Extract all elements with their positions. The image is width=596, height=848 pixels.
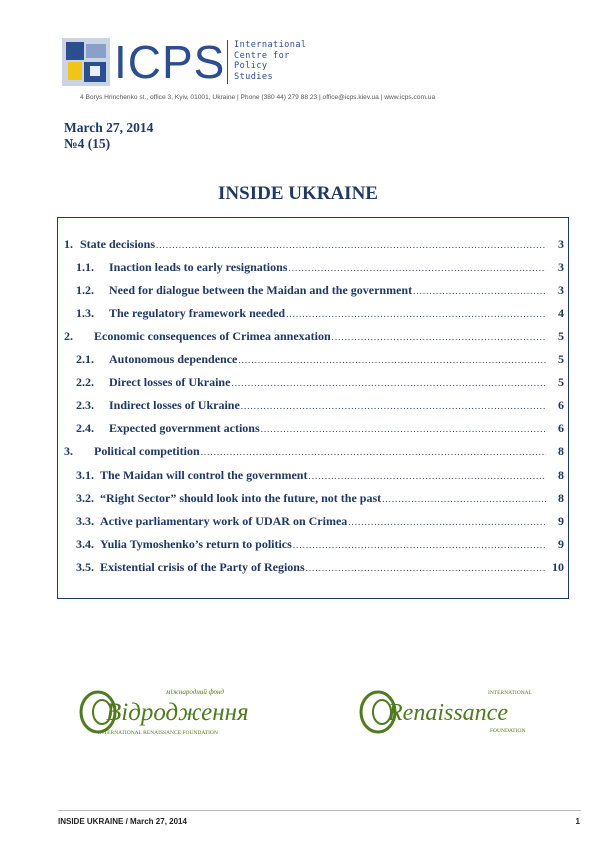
toc-entry-number: 2.3.: [76, 398, 94, 413]
toc-entry[interactable]: [58, 260, 568, 276]
toc-dot-leader: [156, 240, 546, 250]
toc-entry-title: Existential crisis of the Party of Regions: [100, 559, 305, 574]
toc-entry-number: 2.4.: [76, 421, 94, 436]
toc-entry-page: 3: [558, 260, 564, 275]
left-logo-bottom: INTERNATIONAL RENAISSANCE FOUNDATION: [98, 730, 218, 736]
toc-entry-page: 9: [558, 513, 564, 528]
toc-dot-leader: [332, 332, 546, 342]
toc-entry-title: Political competition: [94, 444, 200, 459]
letterhead: [62, 38, 552, 88]
icps-logo-mark: [62, 38, 110, 86]
toc-entry-number: 3.2.: [76, 490, 94, 505]
toc-entry-page: 8: [558, 467, 564, 482]
toc-entry-page: 8: [558, 444, 564, 459]
table-of-contents: [57, 217, 569, 599]
toc-entry-title: Inaction leads to early resignations: [109, 260, 288, 275]
toc-entry[interactable]: [58, 237, 568, 253]
toc-entry-title: State decisions: [80, 237, 155, 251]
toc-entry-page: 8: [558, 490, 564, 505]
issue-meta: [64, 120, 153, 152]
toc-entry[interactable]: [58, 283, 568, 299]
toc-entry-title: Economic consequences of Crimea annexation: [94, 329, 331, 344]
toc-dot-leader: [308, 471, 546, 481]
toc-entry-number: 1.1.: [76, 260, 94, 275]
toc-dot-leader: [306, 563, 546, 573]
toc-entry-number: 1.2.: [76, 283, 94, 298]
toc-entry-title: The Maidan will control the government: [100, 467, 308, 482]
toc-dot-leader: [288, 263, 546, 273]
toc-dot-leader: [238, 355, 546, 365]
issue-number: №4 (15): [64, 136, 111, 151]
toc-entry-title: Expected government actions: [109, 421, 260, 436]
toc-entry-number: 2.: [64, 329, 73, 344]
toc-entry[interactable]: [58, 398, 568, 414]
toc-dot-leader: [201, 447, 546, 457]
logo-divider: [227, 40, 228, 84]
toc-dot-leader: [413, 286, 546, 296]
issue-date: March 27, 2014: [64, 120, 154, 135]
toc-entry-number: 3.5.: [76, 559, 94, 574]
icps-logo-text: ICPS: [114, 36, 226, 88]
toc-entry[interactable]: [58, 537, 568, 553]
contact-address: 4 Borys Hrinchenko st., office 3, Kyiv, 01001, Ukraine | Phone (380 44) 279 88 23 | office@icps.kiev.ua | www.icps.com.ua: [80, 94, 436, 101]
sponsor-logos: [78, 682, 548, 742]
toc-entry-title: “Right Sector” should look into the future, not the past: [100, 490, 382, 505]
toc-entry-title: Indirect losses of Ukraine: [109, 398, 240, 413]
toc-entry-page: 3: [558, 237, 564, 251]
toc-entry[interactable]: [58, 468, 568, 484]
org-name: [234, 40, 306, 82]
right-logo-script: Renaissance: [388, 700, 508, 726]
org-name-line: Policy: [234, 61, 268, 71]
left-logo-top: міжнародний фонд: [166, 688, 224, 696]
toc-entry-number: 3.4.: [76, 536, 94, 551]
toc-entry[interactable]: [58, 375, 568, 391]
toc-entry-page: 6: [558, 421, 564, 436]
toc-entry-title: Yulia Tymoshenko’s return to politics: [100, 536, 292, 551]
left-logo-script: Відродження: [106, 699, 249, 726]
toc-entry-number: 3.1.: [76, 467, 94, 482]
toc-entry-title: Direct losses of Ukraine: [109, 375, 231, 390]
page-number: 1: [575, 817, 580, 826]
toc-entry-page: 4: [558, 306, 564, 321]
toc-entry-number: 3.: [64, 444, 73, 459]
toc-entry[interactable]: [58, 560, 568, 576]
right-logo-bottom: FOUNDATION: [490, 728, 526, 734]
page-title: INSIDE UKRAINE: [218, 183, 378, 204]
toc-entry-page: 9: [558, 536, 564, 551]
toc-entry-page: 6: [558, 398, 564, 413]
toc-dot-leader: [293, 540, 546, 550]
toc-dot-leader: [348, 517, 546, 527]
toc-entry-title: Need for dialogue between the Maidan and the government: [109, 283, 413, 298]
footer-divider: [58, 810, 581, 811]
toc-entry-title: The regulatory framework needed: [109, 306, 286, 321]
toc-dot-leader: [382, 494, 546, 504]
org-name-line: Centre for: [234, 50, 290, 61]
vidrodzhennia-logo: [78, 682, 268, 737]
toc-entry-page: 10: [552, 559, 564, 574]
toc-dot-leader: [261, 424, 546, 434]
toc-entry[interactable]: [58, 444, 568, 460]
toc-entry[interactable]: [58, 352, 568, 368]
toc-entry[interactable]: [58, 306, 568, 322]
toc-entry-number: 3.3.: [76, 513, 94, 528]
toc-entry[interactable]: [58, 491, 568, 507]
toc-dot-leader: [231, 378, 546, 388]
toc-entry-number: 2.1.: [76, 352, 94, 367]
toc-entry-title: Active parliamentary work of UDAR on Crimea: [100, 513, 348, 528]
toc-entry-page: 3: [558, 283, 564, 298]
toc-entry[interactable]: [58, 329, 568, 345]
toc-entry-page: 5: [558, 375, 564, 390]
org-name-line: Studies: [234, 71, 274, 82]
toc-entry-page: 5: [558, 329, 564, 344]
toc-dot-leader: [241, 401, 546, 411]
toc-entry[interactable]: [58, 514, 568, 530]
org-name-line: International: [234, 40, 307, 50]
right-logo-top: INTERNATIONAL: [488, 690, 532, 696]
toc-entry-number: 1.3.: [76, 306, 94, 321]
renaissance-logo: [358, 682, 543, 737]
toc-dot-leader: [286, 309, 546, 319]
toc-entry-number: 1.: [64, 237, 73, 251]
toc-entry-number: 2.2.: [76, 375, 94, 390]
toc-entry-title: Autonomous dependence: [109, 352, 238, 367]
toc-entry[interactable]: [58, 421, 568, 437]
footer-running-title: INSIDE UKRAINE / March 27, 2014: [58, 817, 187, 826]
toc-entry-page: 5: [558, 352, 564, 367]
